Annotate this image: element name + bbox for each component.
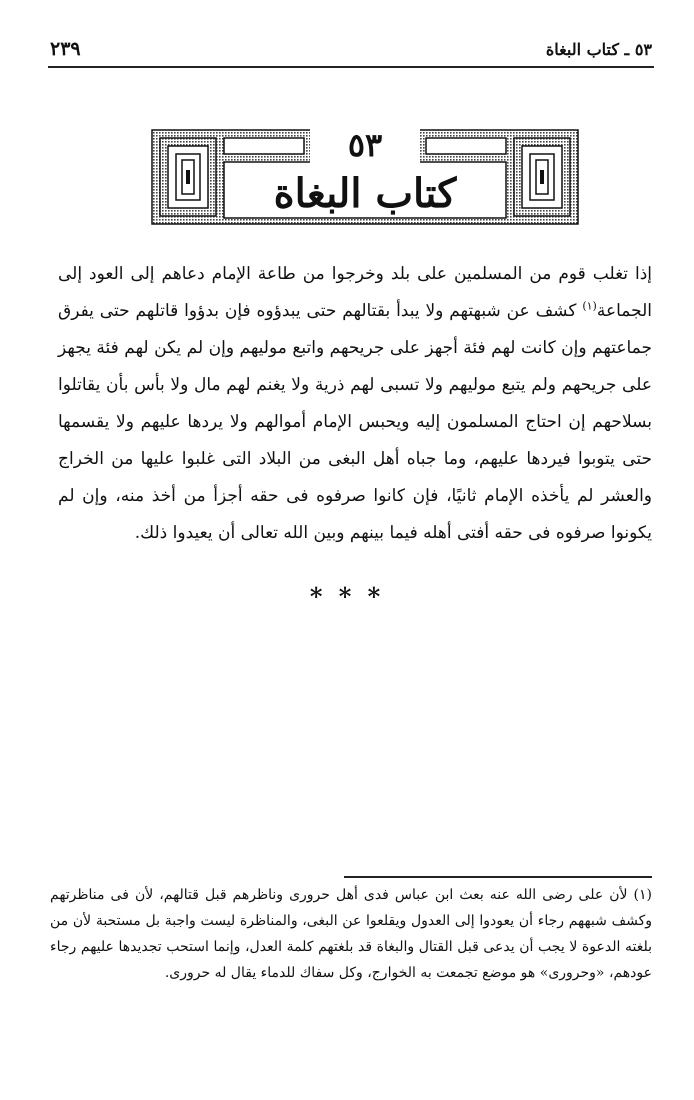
chapter-banner (150, 126, 580, 226)
chapter-title: كتاب البغاة (273, 170, 457, 217)
footnote (50, 882, 652, 986)
paragraph-text-rest: كشف عن شبهتهم ولا يبدأ بقتالهم حتى يبدؤوه فإن بدؤوا قاتلهم حتى يفرق جماعتهم وإن كانت لهم فئة أجهز على جريحهم واتبع موليهم وإن لم يكن لهم فئة يجهز على جريحهم ولم يتبع موليهم ولا تسبى لهم ذرية ولا يغنم لهم مال ولا بأس بأن يقاتلوا بسلاحهم إن احتاج المسلمون إليه ويحبس الإمام أموالهم ولا يردها عليهم ولا يقسمها حتى يتوبوا فيردها عليهم، وما جباه أهل البغى من البلاد التى غلبوا عليها من الخراج والعشر لم يأخذه الإمام ثانيًا، فإن كانوا صرفوه فى حقه أجزأ من أخذ منه، وإن لم يكونوا صرفوه فى حقه أفتى أهله فيما بينهم وبين الله تعالى أن يعيدوا ذلك. (58, 301, 652, 543)
running-header-chapter: ٥٣ ـ كتاب البغاة (545, 40, 652, 59)
main-paragraph (58, 256, 652, 552)
header-rule (48, 66, 654, 68)
chapter-number: ٥٣ (347, 126, 383, 164)
footnote-rule (344, 876, 652, 878)
section-separator: * * * (309, 582, 385, 611)
running-header (50, 36, 652, 66)
paragraph-text-start: إذا تغلب قوم من المسلمين على بلد وخرجوا من طاعة الإمام دعاهم إلى العود إلى الجماعة (58, 264, 652, 321)
footnote-reference: (١) (582, 299, 597, 313)
footnote-text: (١) لأن على رضى الله عنه بعث ابن عباس فدى أهل حرورى وناظرهم قبل قتالهم، لأن فى مناظرتهم وكشف شبههم رجاء أن يعودوا إلى العدول ويقلعوا عن البغى، والمناظرة ليست واجبة بل مستحبة لأن من بلغته الدعوة لا يجب أن يدعى قبل القتال والبغاة قد بلغتهم كلمة العدل، وإنما استحب تجديدها عليهم رجاء عودهم، «وحرورى» هو موضع تجمعت به الخوارج، وكل سفاك للدماء يقال له حرورى. (50, 887, 652, 981)
page-number: ٢٣٩ (50, 38, 81, 60)
